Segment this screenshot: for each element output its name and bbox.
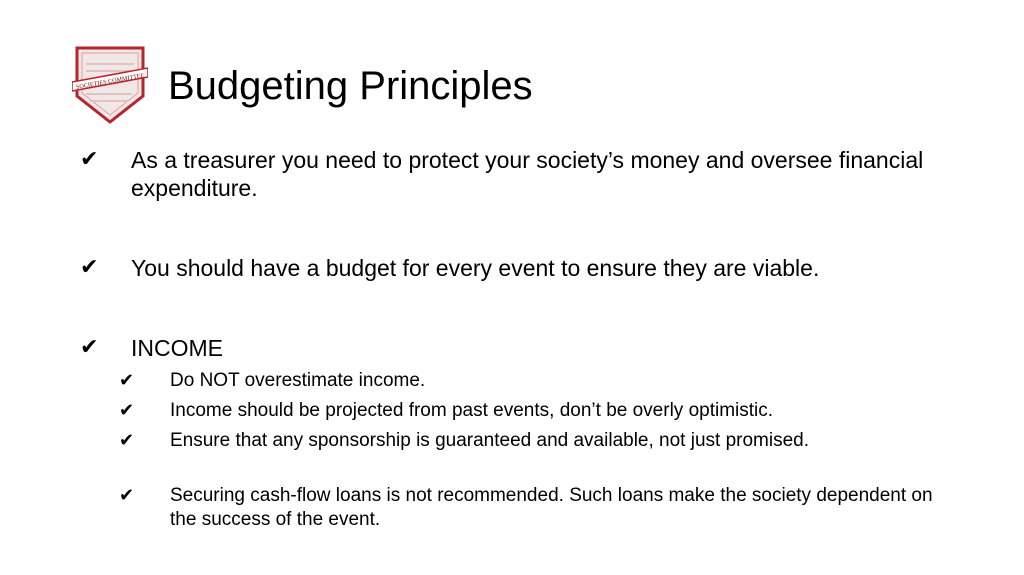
bullet-text: As a treasurer you need to protect your society’s money and oversee financial expenditure. (131, 147, 924, 201)
check-mark-icon: ✔ (119, 430, 135, 451)
bullet-text: INCOME (131, 335, 223, 361)
check-mark-icon: ✔ (80, 255, 99, 280)
subbullet-text: Securing cash-flow loans is not recommended. Such loans make the society dependent on the success of the event. (170, 485, 933, 530)
slide-title: Budgeting Principles (168, 64, 533, 108)
subbullet-text: Income should be projected from past events, don’t be overly optimistic. (170, 400, 774, 421)
check-mark-icon: ✔ (119, 400, 135, 421)
check-mark-icon: ✔ (80, 147, 99, 172)
check-mark-icon: ✔ (119, 485, 135, 506)
logo-banner-text: SOCIETIES COMMITTEE (75, 72, 145, 91)
subbullet-text: Do NOT overestimate income. (170, 370, 426, 391)
subbullet-text: Ensure that any sponsorship is guaranteed and available, not just promised. (170, 430, 810, 451)
bullet-text: You should have a budget for every event to ensure they are viable. (131, 255, 820, 281)
societies-committee-logo (72, 44, 148, 126)
check-mark-icon: ✔ (119, 370, 135, 391)
crest-icon (72, 44, 148, 126)
check-mark-icon: ✔ (80, 335, 99, 360)
